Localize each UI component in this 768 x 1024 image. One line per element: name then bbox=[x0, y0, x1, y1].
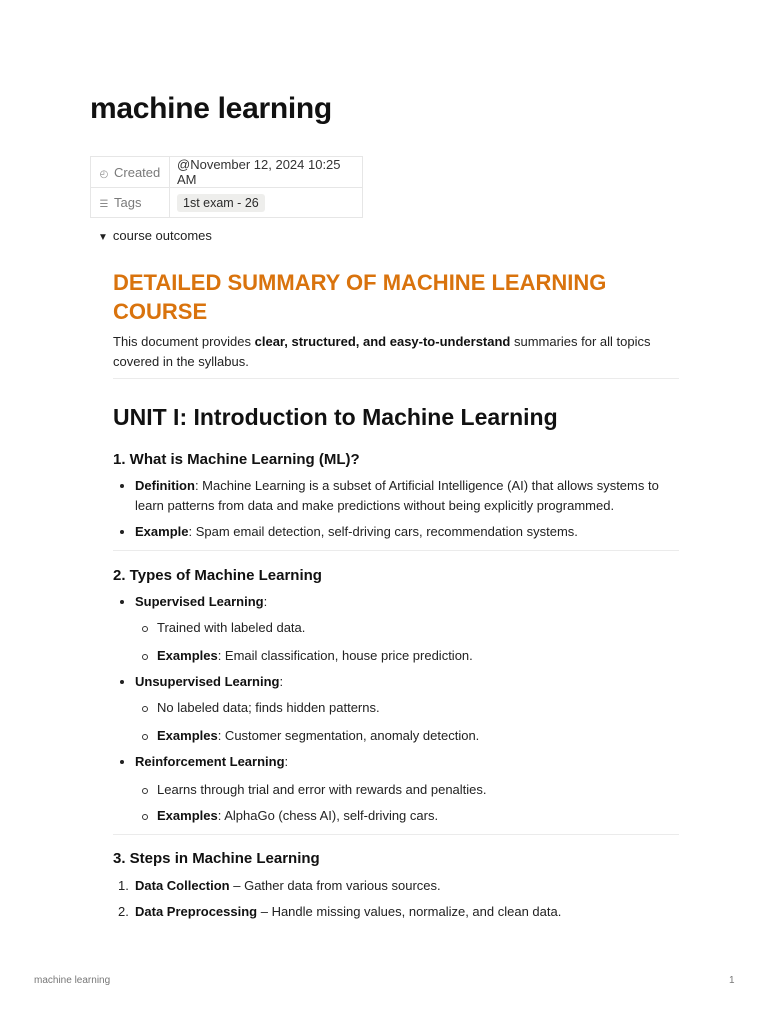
item-colon: : bbox=[284, 754, 289, 769]
property-created bbox=[91, 157, 363, 188]
property-tags-value[interactable] bbox=[170, 188, 363, 218]
list-item bbox=[113, 476, 679, 516]
item-term: Data Preprocessing bbox=[135, 904, 258, 919]
item-colon: : bbox=[279, 674, 284, 689]
property-tags-label-cell bbox=[91, 188, 170, 218]
unit-heading: UNIT I: Introduction to Machine Learning bbox=[113, 404, 558, 430]
toggle-label: course outcomes bbox=[112, 228, 212, 243]
property-created-value[interactable]: @November 12, 2024 10:25 AM bbox=[170, 157, 363, 188]
clock-icon: ◴ bbox=[99, 168, 109, 180]
section-heading: 2. Types of Machine Learning bbox=[113, 567, 322, 584]
summary-intro bbox=[113, 332, 679, 372]
item-term: Supervised Learning bbox=[135, 594, 264, 609]
steps-list bbox=[113, 876, 679, 922]
step-number: 1. bbox=[118, 878, 129, 893]
list-item bbox=[113, 752, 679, 826]
step-item bbox=[113, 902, 679, 922]
divider bbox=[113, 550, 679, 551]
sub-list-item bbox=[135, 618, 679, 638]
tag-badge[interactable]: 1st exam - 26 bbox=[177, 194, 265, 212]
sub-list bbox=[135, 618, 679, 666]
definition-list bbox=[113, 476, 679, 542]
item-term: Examples bbox=[157, 728, 218, 743]
triangle-down-icon[interactable]: ▼ bbox=[98, 232, 108, 243]
sub-list-item bbox=[135, 780, 679, 800]
divider bbox=[113, 834, 679, 835]
sub-list bbox=[135, 698, 679, 746]
list-item bbox=[113, 522, 679, 542]
property-created-label: Created bbox=[114, 164, 161, 180]
item-term: Reinforcement Learning bbox=[135, 754, 285, 769]
properties-table bbox=[90, 156, 363, 218]
item-term: Example bbox=[135, 524, 189, 539]
item-term: Unsupervised Learning bbox=[135, 674, 280, 689]
item-colon: : bbox=[263, 594, 268, 609]
summary-heading bbox=[113, 268, 679, 326]
intro-text-before: This document provides bbox=[113, 334, 255, 349]
summary-heading-line1: DETAILED SUMMARY OF MACHINE LEARNING bbox=[113, 270, 607, 295]
sub-list-item bbox=[135, 646, 679, 666]
property-tags bbox=[91, 188, 363, 218]
step-item bbox=[113, 876, 679, 896]
item-text: No labeled data; finds hidden patterns. bbox=[157, 700, 380, 715]
list-icon: ☰ bbox=[99, 199, 109, 210]
types-list bbox=[113, 592, 679, 826]
sub-list-item bbox=[135, 806, 679, 826]
sub-list-item bbox=[135, 726, 679, 746]
property-created-label-cell bbox=[91, 157, 170, 188]
toggle-course-outcomes[interactable] bbox=[98, 228, 212, 243]
toggle-content bbox=[113, 268, 679, 922]
intro-text-after: summaries for all topics covered in the syllabus. bbox=[113, 334, 651, 369]
item-term: Data Collection bbox=[135, 878, 230, 893]
item-text: Learns through trial and error with rewards and penalties. bbox=[157, 782, 487, 797]
item-text: : Customer segmentation, anomaly detection. bbox=[217, 728, 480, 743]
item-text: – Gather data from various sources. bbox=[229, 878, 441, 893]
list-item bbox=[113, 672, 679, 746]
item-term: Examples bbox=[157, 648, 218, 663]
page-title: machine learning bbox=[90, 92, 332, 125]
intro-text-bold: clear, structured, and easy-to-understand bbox=[254, 334, 511, 349]
sub-list-item bbox=[135, 698, 679, 718]
item-term: Examples bbox=[157, 808, 218, 823]
item-term: Definition bbox=[135, 478, 195, 493]
list-item bbox=[113, 592, 679, 666]
footer-page-number: 1 bbox=[729, 975, 735, 986]
item-text: : AlphaGo (chess AI), self-driving cars. bbox=[217, 808, 439, 823]
summary-heading-line2: COURSE bbox=[113, 299, 208, 324]
item-text: – Handle missing values, normalize, and clean data. bbox=[257, 904, 562, 919]
item-text: Trained with labeled data. bbox=[157, 620, 306, 635]
sub-list bbox=[135, 780, 679, 826]
item-text: : Spam email detection, self-driving cars, recommendation systems. bbox=[188, 524, 578, 539]
property-tags-label: Tags bbox=[114, 195, 142, 210]
section-heading: 1. What is Machine Learning (ML)? bbox=[113, 451, 360, 468]
section-heading: 3. Steps in Machine Learning bbox=[113, 850, 320, 867]
item-text: : Email classification, house price prediction. bbox=[217, 648, 473, 663]
item-text: : Machine Learning is a subset of Artificial Intelligence (AI) that allows systems to learn patterns from data and make predictions without being explicitly programmed. bbox=[135, 478, 659, 513]
step-number: 2. bbox=[118, 904, 129, 919]
divider bbox=[113, 378, 679, 379]
footer-title: machine learning bbox=[34, 975, 111, 986]
